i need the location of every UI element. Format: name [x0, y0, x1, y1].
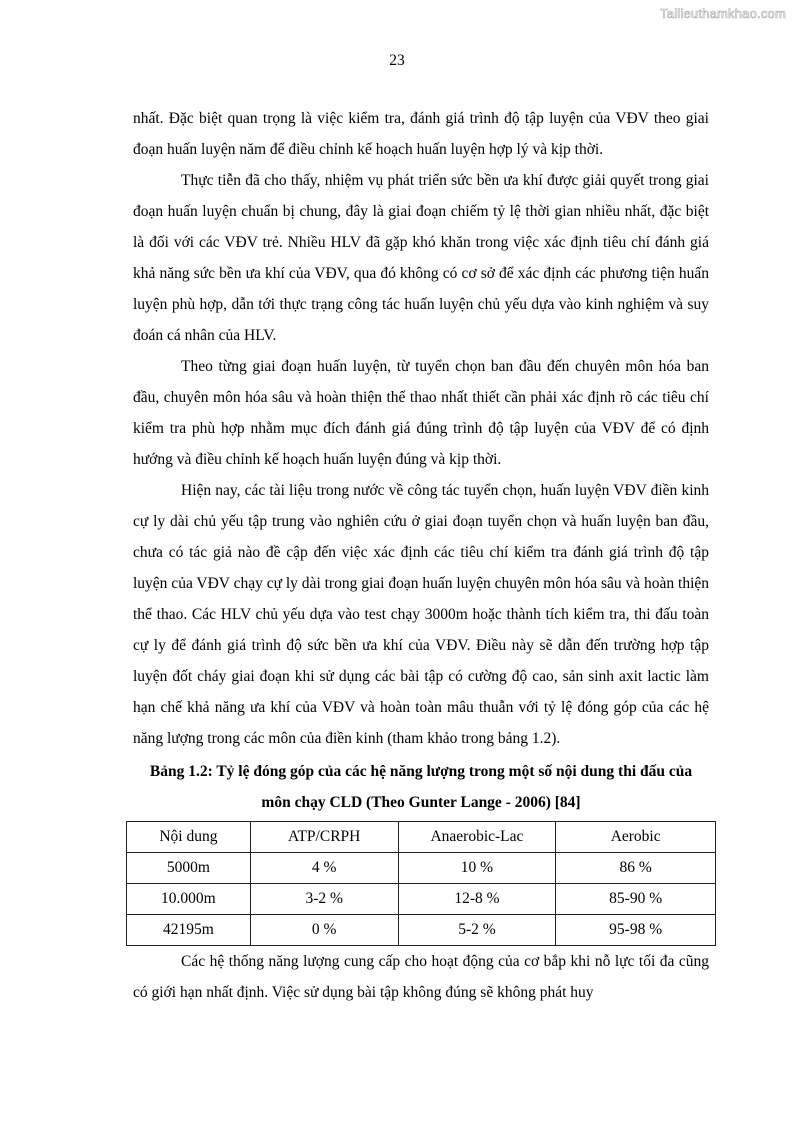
table-cell: 10 % [398, 853, 556, 884]
table-cell: 85-90 % [556, 884, 716, 915]
table-row [127, 853, 716, 884]
table-cell: 4 % [250, 853, 398, 884]
table-caption-line-2: môn chạy CLD (Theo Gunter Lange - 2006) [84] [261, 794, 581, 811]
energy-contribution-table [126, 821, 716, 946]
table-cell: 3-2 % [250, 884, 398, 915]
table-cell: 5-2 % [398, 915, 556, 946]
table-cell: 0 % [250, 915, 398, 946]
table-header-row [127, 822, 716, 853]
table-header-cell: Aerobic [556, 822, 716, 853]
watermark-text: Tailieuthamkhao.com [660, 6, 786, 21]
paragraph-5: Các hệ thống năng lượng cung cấp cho hoạt động của cơ bắp khi nỗ lực tối đa cũng có giới hạn nhất định. Việc sử dụng bài tập không đúng sẽ không phát huy [133, 953, 709, 1001]
paragraph-4: Hiện nay, các tài liệu trong nước về công tác tuyển chọn, huấn luyện VĐV điền kinh cự ly dài chủ yếu tập trung vào nghiên cứu ở giai đoạn tuyển chọn và huấn luyện ban đầu, chưa có tác giả nào đề cập đến việc xác định các tiêu chí kiểm tra đánh giá trình độ tập luyện của VĐV chạy cự ly dài trong giai đoạn huấn luyện chuyên môn hóa sâu và hoàn thiện thể thao. Các HLV chủ yếu dựa vào test chạy 3000m hoặc thành tích kiểm tra, thi đấu toàn cự ly để đánh giá trình độ sức bền ưa khí của VĐV. Điều này sẽ dẫn đến trường hợp tập luyện đốt cháy giai đoạn khi sử dụng các bài tập có cường độ cao, sản sinh axit lactic làm hạn chế khả năng ưa khí của VĐV và hoàn toàn mâu thuẫn với tỷ lệ đóng góp của các hệ năng lượng trong các môn của điền kinh (tham khảo trong bảng 1.2). [133, 482, 710, 747]
paragraph-2: Thực tiễn đã cho thấy, nhiệm vụ phát triển sức bền ưa khí được giải quyết trong giai đoạn huấn luyện chuẩn bị chung, đây là giai đoạn chiếm tỷ lệ thời gian nhiều nhất, đặc biệt là đối với các VĐV trẻ. Nhiều HLV đã gặp khó khăn trong việc xác định tiêu chí đánh giá khả năng sức bền ưa khí của VĐV, qua đó không có cơ sở để xác định các phương tiện huấn luyện phù hợp, dẫn tới thực trạng công tác huấn luyện chủ yếu dựa vào kinh nghiệm và suy đoán cá nhân của HLV. [133, 172, 709, 344]
table-caption [133, 756, 709, 818]
table-row [127, 884, 716, 915]
table-header-cell: ATP/CRPH [250, 822, 398, 853]
table-cell: 42195m [127, 915, 251, 946]
table-header-cell: Anaerobic-Lac [398, 822, 556, 853]
table-cell: 86 % [556, 853, 716, 884]
table-cell: 5000m [127, 853, 251, 884]
table-cell: 10.000m [127, 884, 251, 915]
table-caption-line-1: Bảng 1.2: Tỷ lệ đóng góp của các hệ năng lượng trong một số nội dung thi đấu của [149, 763, 693, 780]
document-body [133, 103, 709, 1008]
page-number: 23 [389, 52, 405, 69]
table-cell: 12-8 % [398, 884, 556, 915]
paragraph-3: Theo từng giai đoạn huấn luyện, từ tuyển chọn ban đầu đến chuyên môn hóa ban đầu, chuyên môn hóa sâu và hoàn thiện thể thao nhất thiết cần phải xác định rõ các tiêu chí kiểm tra phù hợp nhằm mục đích đánh giá đúng trình độ tập luyện của VĐV để có định hướng và điều chỉnh kế hoạch huấn luyện đúng và kịp thời. [133, 358, 709, 468]
table-row [127, 915, 716, 946]
table-cell: 95-98 % [556, 915, 716, 946]
table-header-cell: Nội dung [127, 822, 251, 853]
paragraph-1: nhất. Đặc biệt quan trọng là việc kiểm tra, đánh giá trình độ tập luyện của VĐV theo giai đoạn huấn luyện năm để điều chỉnh kế hoạch huấn luyện hợp lý và kịp thời. [133, 110, 709, 158]
